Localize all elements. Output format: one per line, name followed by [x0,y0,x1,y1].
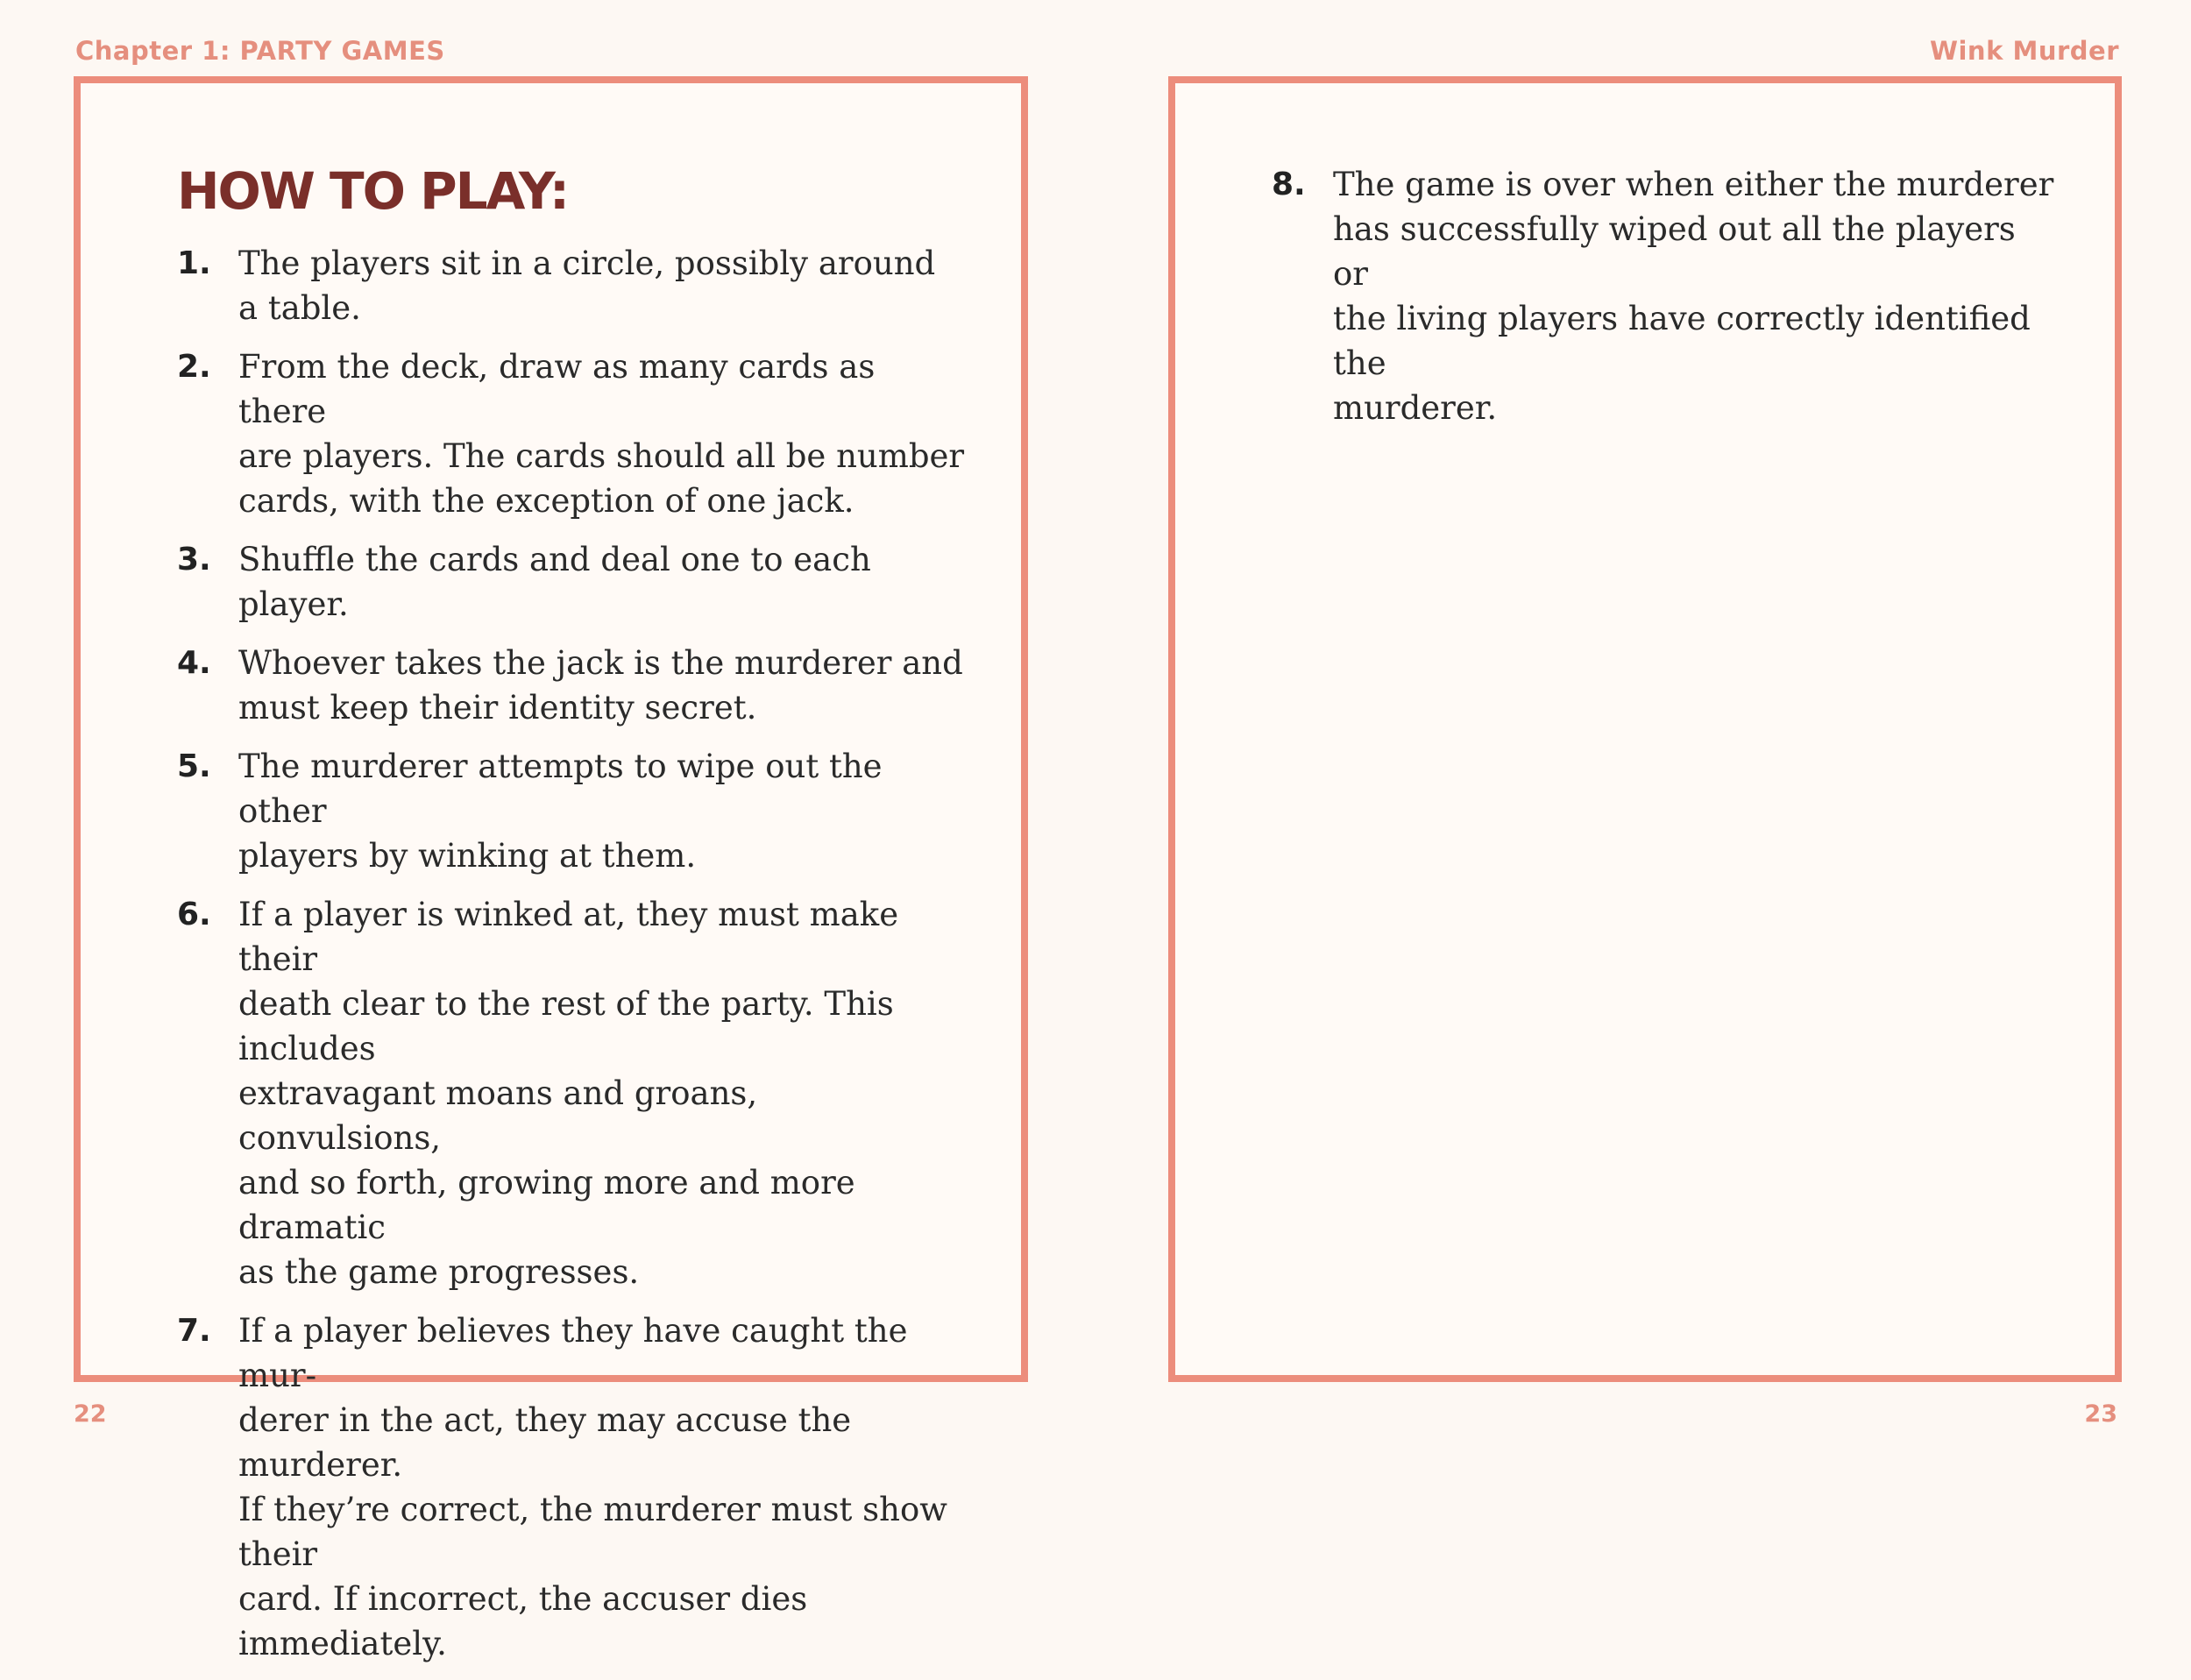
step-text: If a player is winked at, they must make their death clear to the rest of the party. This includes extravagant moans and groans, convulsions, and so forth, growing more and more dramatic as the game progresses. [238,896,899,1291]
step-text: The murderer attempts to wipe out the other players by winking at them. [238,748,883,875]
right-page-frame [1168,76,2122,1382]
step-text: Whoever takes the jack is the murderer and must keep their identity secret. [238,644,963,727]
step-number: 6. [177,897,211,932]
step-text: If a player believes they have caught the mur- derer in the act, they may accuse the murderer. If they’re correct, the murderer must show their card. If incorrect, the accuser dies immediately. [238,1312,947,1662]
step-4 [177,641,966,730]
step-text: The players sit in a circle, possibly around a table. [238,245,936,327]
step-6 [177,892,966,1294]
step-3 [177,537,966,627]
step-number: 4. [177,645,211,681]
step-number: 8. [1272,167,1306,202]
running-head-chapter: Chapter 1: PARTY GAMES [75,36,445,66]
step-1 [177,241,966,330]
step-number: 5. [177,748,211,784]
step-number: 1. [177,245,211,281]
step-5 [177,744,966,878]
step-number: 2. [177,349,211,385]
steps-list-left [177,241,966,1680]
steps-list-right [1272,162,2060,444]
step-number: 3. [177,542,211,578]
how-to-play-heading: HOW TO PLAY: [177,161,569,221]
step-text: Shuffle the cards and deal one to each player. [238,541,871,623]
step-text: From the deck, draw as many cards as there are players. The cards should all be number cards, with the exception of one jack. [238,348,965,520]
page-number-right: 23 [2084,1400,2117,1428]
page-number-left: 22 [74,1400,107,1428]
step-number: 7. [177,1313,211,1349]
running-head-title: Wink Murder [1930,36,2119,66]
step-8 [1272,162,2060,430]
step-2 [177,344,966,523]
step-text: The game is over when either the murderer has successfully wiped out all the players or the living players have correctly identified the murderer. [1333,166,2054,427]
step-7 [177,1308,966,1666]
